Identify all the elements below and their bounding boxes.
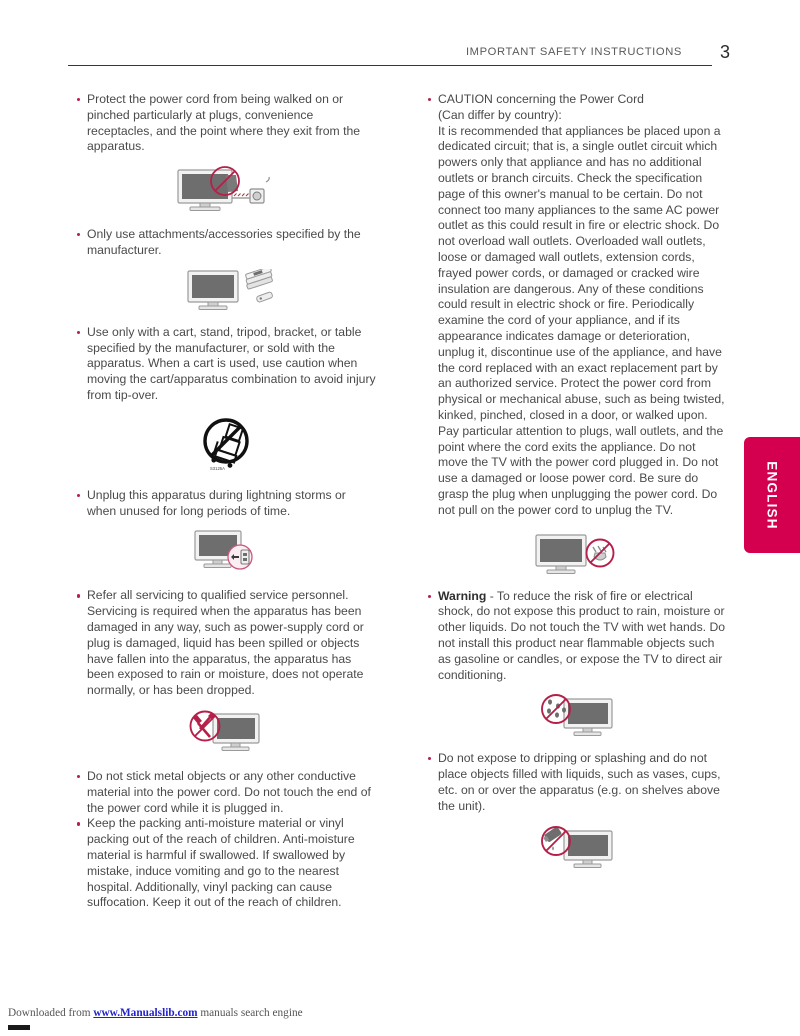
spacer [76,213,376,227]
safety-item-metal-objects: Do not stick metal objects or any other conductive material into the power cord. Do not touch the end of the power cord while it is plugged in. [76,769,376,816]
safety-item-caution-subtitle: (Can differ by country): [438,107,562,122]
tv-no-dripping-splashing-prohibited-icon [538,693,616,737]
figure-no-splash [427,693,727,737]
safety-item-caution-title: CAUTION concerning the Power Cord [427,92,727,108]
spacer [76,699,376,709]
language-tab-english [744,437,800,553]
header-divider [68,65,712,66]
spacer [76,519,376,529]
tv-unplug-during-storm-icon [192,529,260,574]
spacer [427,519,727,533]
right-column [427,92,727,870]
language-tab-label: ENGLISH [764,460,780,530]
footer-suffix: manuals search engine [200,1007,303,1019]
manualslib-link[interactable]: www.Manualslib.com [93,1007,198,1019]
warning-body: - To reduce the risk of fire or electrical shock, do not expose this product to rain, moisture or other liquids. Do not touch the TV with wet hands. Do not install this product near flammable objects such as gasoline or candles, or expose the TV to direct air conditioning. [438,588,726,682]
warning-label: Warning [438,588,487,603]
safety-item-caution-body: It is recommended that appliances be placed upon a dedicated circuit; that is, a single outlet circuit which powers only that appliance and has no additional outlets or branch circuits. Check the specification page of this owner's manual to be certain. Do not connect too many appliances to the same AC power outlet as this could result in fire or electric shock. Do not overload wall outlets. Overloaded wall outlets, loose or damaged wall outlets, extension cords, frayed power cords, or damaged or cracked wire insulation are dangerous. Any of these conditions could result in electric shock or fire. Periodically examine the cord of your appliance, and if its appearance indicates damage or deterioration, unplug it, discontinue use of the appliance, and have the cord replaced with an exact replacement part by an authorized service. Protect the power cord from physical or mechanical abuse, such as being twisted, kinked, pinched, closed in a door, or walked upon. Pay particular attention to plugs, wall outlets, and the point where the cord exits the appliance. Do not move the TV with the power cord plugged in. Do not use a damaged or loose power cord. Be sure do grasp the plug when unplugging the power cord. Do not pull on the power cord to unplug the TV. [438,123,725,517]
no-self-servicing-wrench-prohibited-icon [187,709,265,755]
spacer [76,155,376,165]
figure-cart-tip-over [76,414,376,474]
safety-item-dripping: Do not expose to dripping or splashing and do not place objects filled with liquids, such as vases, cups, etc. on or over the apparatus (e.g. on shelves above the unit). [427,751,727,814]
tv-power-cord-walked-on-prohibited-icon [174,165,279,213]
figure-no-rain [427,533,727,575]
figure-attachments [76,269,376,311]
cart-tip-over-prohibited-icon [196,414,256,474]
footer-crop-mark [8,1025,30,1030]
page-header [70,42,730,68]
spacer [76,574,376,588]
footer-prefix: Downloaded from [8,1007,91,1019]
spacer [76,755,376,769]
page-number: 3 [719,42,730,62]
spacer [427,814,727,824]
spacer [76,259,376,269]
page-title: IMPORTANT SAFETY INSTRUCTIONS [465,46,682,58]
figure-cart-code: S3125A [210,465,225,471]
safety-item-attachments: Only use attachments/accessories specified by the manufacturer. [76,227,376,259]
figure-no-servicing [76,709,376,755]
figure-power-cord-walked-on [76,165,376,213]
tv-no-rain-moisture-prohibited-icon [534,533,620,575]
tv-with-accessories-icon [174,269,279,311]
spacer [76,311,376,325]
spacer [427,683,727,693]
safety-item-servicing: Refer all servicing to qualified service personnel. Servicing is required when the apparatus has been damaged in any way, such as power-supply cord or plug is damaged, liquid has been spilled or objects have fallen into the apparatus, the apparatus has been exposed to rain or moisture, does not operate normally, or has been dropped. [76,588,376,699]
safety-item-lightning: Unplug this apparatus during lightning storms or when unused for long periods of time. [76,488,376,520]
safety-item-cart: Use only with a cart, stand, tripod, bracket, or table specified by the manufacturer, or sold with the apparatus. When a cart is used, use caution when moving the cart/apparatus combination to avoid injury from tip-over. [76,325,376,404]
spacer [427,575,727,589]
safety-item-packing: Keep the packing anti-moisture material or vinyl packing out of the reach of children. Anti-moisture material is harmful if swallowed. If swallowed by mistake, induce vomiting and go to the nearest hospital. Additionally, vinyl packing can cause suffocation. Keep it out of the reach of children. [76,816,376,911]
tv-no-liquid-container-prohibited-icon [538,824,616,870]
spacer [76,404,376,414]
left-column [76,92,376,911]
safety-item-power-cord: Protect the power cord from being walked on or pinched particularly at plugs, convenience receptacles, and the point where they exit from the apparatus. [76,92,376,155]
spacer [427,737,727,751]
footer-attribution [8,1007,303,1019]
safety-item-warning [427,589,727,684]
figure-no-liquid-container [427,824,727,870]
spacer [76,474,376,488]
figure-unplug-storm [76,529,376,574]
